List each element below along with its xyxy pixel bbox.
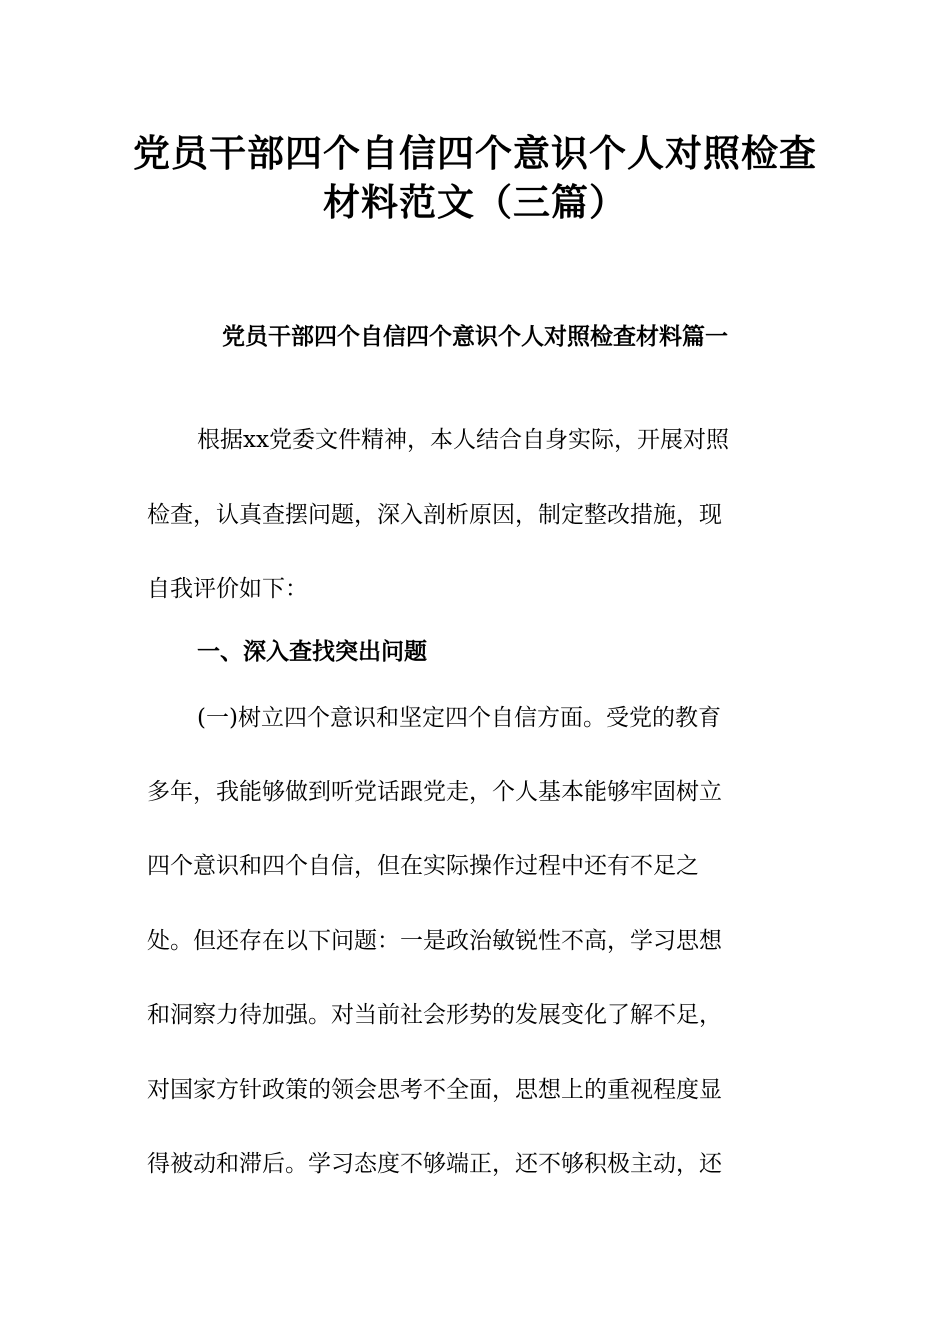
body-line: (一)树立四个意识和坚定四个自信方面。受党的教育 bbox=[197, 705, 721, 731]
body-line: 对国家方针政策的领会思考不全面，思想上的重视程度显 bbox=[147, 1077, 722, 1103]
body-line: 和洞察力待加强。对当前社会形势的发展变化了解不足， bbox=[147, 1002, 722, 1028]
body-line: 检查，认真查摆问题，深入剖析原因，制定整改措施，现 bbox=[147, 502, 722, 528]
section-subtitle: 党员干部四个自信四个意识个人对照检查材料篇一 bbox=[222, 323, 728, 350]
body-line: 根据xx党委文件精神，本人结合自身实际，开展对照 bbox=[197, 427, 729, 453]
body-line: 多年，我能够做到听党话跟党走，个人基本能够牢固树立 bbox=[147, 779, 722, 805]
section-heading: 一、深入查找突出问题 bbox=[197, 638, 427, 665]
document-title-line-2: 材料范文（三篇） bbox=[323, 180, 627, 224]
body-line: 处。但还存在以下问题：一是政治敏锐性不高，学习思想 bbox=[147, 928, 722, 954]
body-line: 四个意识和四个自信，但在实际操作过程中还有不足之 bbox=[147, 853, 699, 879]
body-line: 自我评价如下： bbox=[147, 576, 308, 602]
document-title-line-1: 党员干部四个自信四个意识个人对照检查 bbox=[133, 131, 817, 175]
body-line: 得被动和滞后。学习态度不够端正，还不够积极主动，还 bbox=[147, 1151, 722, 1177]
